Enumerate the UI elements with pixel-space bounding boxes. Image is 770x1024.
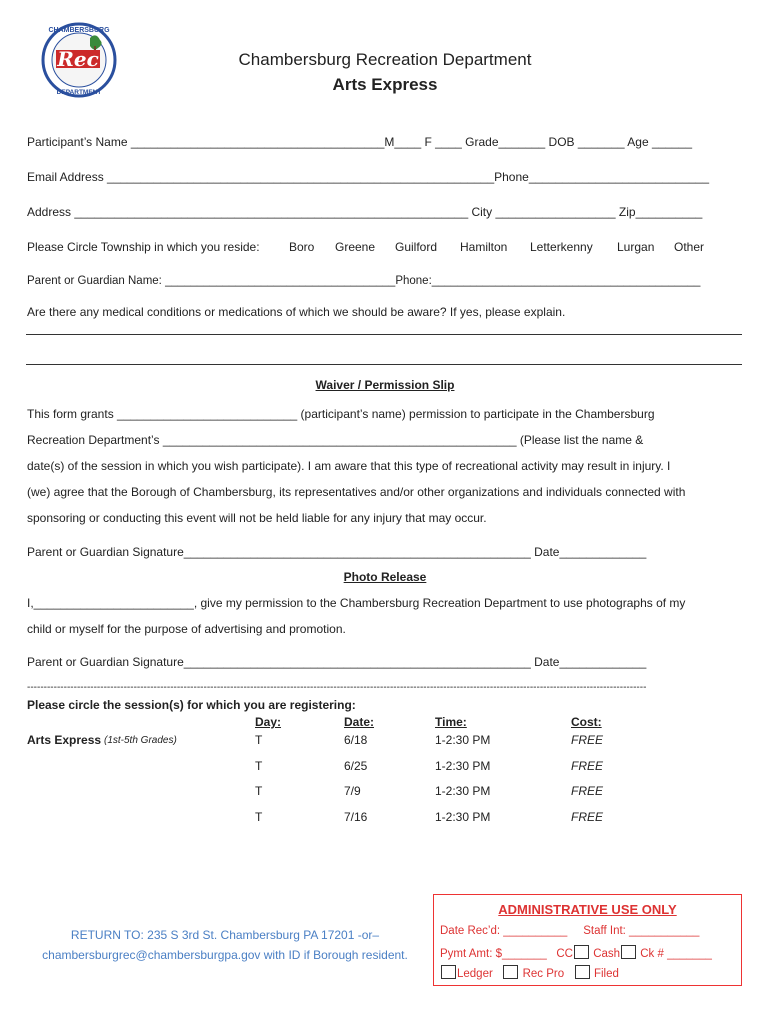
township-label: Please Circle Township in which you reside: [27,240,260,254]
waiver-line-1[interactable]: This form grants ___________________________ (participant’s name) permission to participate in the Chambersburg [27,407,655,421]
admin-heading: ADMINISTRATIVE USE ONLY [498,902,677,917]
program-title: Arts Express [332,75,438,94]
session-date: 7/9 [344,784,361,798]
waiver-line-3: date(s) of the session in which you wish participate). I am aware that this type of recreational activity may result in injury. I [27,459,671,473]
admin-check-number[interactable]: Ck # _______ [640,948,712,960]
session-time: 1-2:30 PM [435,759,491,773]
col-header-time: Time: [435,715,467,729]
session-day: T [255,759,263,773]
admin-cash-label: Cash [593,948,621,960]
cash-checkbox[interactable] [621,945,636,959]
township-lurgan[interactable]: Lurgan [617,240,655,254]
township-greene[interactable]: Greene [335,240,376,254]
logo-top-text: CHAMBERSBURG [48,27,110,34]
ledger-checkbox[interactable] [441,965,456,979]
admin-payment-amount[interactable]: Pymt Amt: $_______ [440,948,547,960]
admin-row-1 [440,925,699,937]
col-header-day: Day: [255,715,282,729]
session-time: 1-2:30 PM [435,784,491,798]
photo-release-line-2: child or myself for the purpose of advertising and promotion. [27,622,346,636]
session-day: T [255,733,263,747]
township-guilford[interactable]: Guilford [395,240,438,254]
medical-question: Are there any medical conditions or medications of which we should be aware? If yes, please explain. [27,305,566,319]
township-other[interactable]: Other [674,240,705,254]
photo-release-heading: Photo Release [343,570,427,584]
sessions-instruction: Please circle the session(s) for which you are registering: [27,698,356,712]
admin-staff-initials[interactable]: Staff Int: ___________ [583,925,700,937]
waiver-line-5: sponsoring or conducting this event will not be held liable for any injury that may occur. [27,511,487,525]
session-cost: FREE [571,810,604,824]
program-grades: (1st-5th Grades) [104,735,177,746]
participant-name-line[interactable]: Participant’s Name ______________________________________M____ F ____ Grade_______ DOB _______ Age ______ [27,135,693,149]
waiver-heading: Waiver / Permission Slip [315,378,455,392]
session-day: T [255,784,263,798]
address-line[interactable]: Address ___________________________________________________________ City __________________ Zip__________ [27,205,703,219]
admin-cc-label: CC [556,948,573,960]
parent-guardian-line[interactable]: Parent or Guardian Name: ____________________________________Phone:__________________________________________ [27,275,701,287]
logo-bottom-text: DEPARTMENT [56,89,102,96]
session-date: 6/18 [344,733,368,747]
email-phone-line[interactable]: Email Address __________________________________________________________Phone___________________________ [27,170,710,184]
cut-divider: ------------------------------------------------------------------------------------------------------------------------------------------------------------------------------------------ [27,682,647,693]
photo-signature-line[interactable]: Parent or Guardian Signature____________________________________________________ Date_____________ [27,655,647,669]
admin-rec-pro-label: Rec Pro [522,968,565,980]
return-line-1: RETURN TO: 235 S 3rd St. Chambersburg PA 17201 -or– [70,928,380,942]
session-date: 6/25 [344,759,368,773]
medical-answer-line-1[interactable] [26,334,742,335]
filed-checkbox[interactable] [575,965,590,979]
admin-row-2 [440,945,712,960]
photo-release-line-1[interactable]: I,________________________, give my permission to the Chambersburg Recreation Department to use photographs of my [27,596,686,610]
session-cost: FREE [571,759,604,773]
rec-pro-checkbox[interactable] [503,965,518,979]
logo-rec-text: Rec [57,47,99,71]
admin-ledger-label: Ledger [457,968,493,980]
col-header-cost: Cost: [571,715,602,729]
return-line-2[interactable]: chambersburgrec@chambersburgpa.gov with ID if Borough resident. [42,948,408,962]
township-letterkenny[interactable]: Letterkenny [530,240,593,254]
township-hamilton[interactable]: Hamilton [460,240,508,254]
session-date: 7/16 [344,810,368,824]
waiver-signature-line[interactable]: Parent or Guardian Signature____________________________________________________ Date_____________ [27,545,647,559]
medical-answer-line-2[interactable] [26,364,742,365]
admin-row-3 [440,965,619,980]
waiver-line-4: (we) agree that the Borough of Chambersburg, its representatives and/or other organizations and individuals connected with [27,485,686,499]
return-address [20,925,430,965]
admin-use-box [433,894,742,986]
col-header-date: Date: [344,715,375,729]
session-day: T [255,810,263,824]
cc-checkbox[interactable] [574,945,589,959]
session-cost: FREE [571,733,604,747]
session-cost: FREE [571,784,604,798]
program-name: Arts Express [27,733,102,747]
page-title: Chambersburg Recreation Department [238,50,532,69]
waiver-line-2[interactable]: Recreation Department’s _____________________________________________________ (Please list the name & [27,433,644,447]
admin-filed-label: Filed [593,968,619,980]
session-time: 1-2:30 PM [435,733,491,747]
township-boro[interactable]: Boro [289,240,315,254]
admin-date-received[interactable]: Date Rec’d: __________ [440,925,568,937]
session-time: 1-2:30 PM [435,810,491,824]
